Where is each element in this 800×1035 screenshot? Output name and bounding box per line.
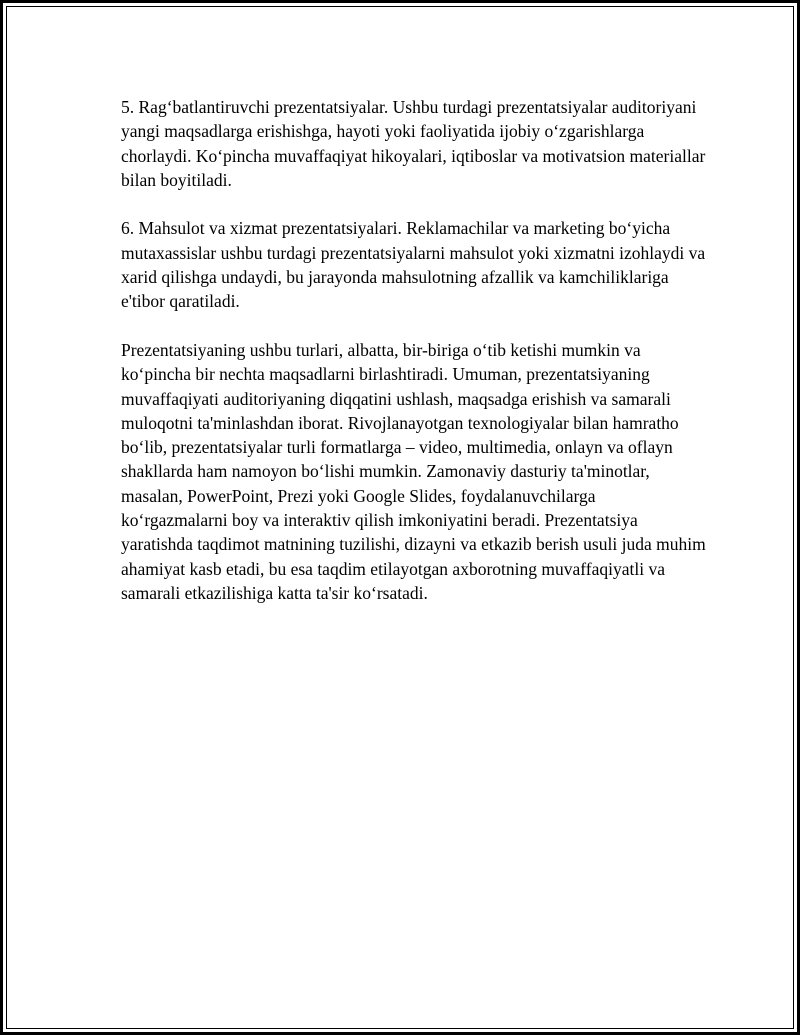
document-body bbox=[121, 95, 706, 630]
paragraph-motivational-presentations: 5. Rag‘batlantiruvchi prezentatsiyalar. Ushbu turdagi prezentatsiyalar auditoriyani yangi maqsadlarga erishishga, hayoti yoki faoliyatida ijobiy o‘zgarishlarga chorlaydi. Ko‘pincha muvaffaqiyat hikoyalari, iqtiboslar va motivatsion materiallar bilan boyitiladi. bbox=[121, 97, 706, 190]
paragraph-product-service-presentations: 6. Mahsulot va xizmat prezentatsiyalari. Reklamachilar va marketing bo‘yicha mutaxassislar ushbu turdagi prezentatsiyalarni mahsulot yoki xizmatni izohlaydi va xarid qilishga undaydi, bu jarayonda mahsulotning afzallik va kamchiliklariga e'tibor qaratiladi. bbox=[121, 218, 706, 312]
paragraph-presentation-summary: Prezentatsiyaning ushbu turlari, albatta, bir-biriga o‘tib ketishi mumkin va ko‘pincha bir nechta maqsadlarni birlashtiradi. Umuman, prezentatsiyaning muvaffaqiyati auditoriyaning diqqatini ushlash, maqsadga erishish va samarali muloqotni ta'minlashdan iborat. Rivojlanayotgan texnologiyalar bilan hamratho bo‘lib, prezentatsiyalar turli formatlarga – video, multimedia, onlayn va oflayn shakllarda ham namoyon bo‘lishi mumkin. Zamonaviy dasturiy ta'minotlar, masalan, PowerPoint, Prezi yoki Google Slides, foydalanuvchilarga ko‘rgazmalarni boy va interaktiv qilish imkoniyatini beradi. Prezentatsiya yaratishda taqdimot matnining tuzilishi, dizayni va etkazib berish usuli juda muhim ahamiyat kasb etadi, bu esa taqdim etilayotgan axborotning muvaffaqiyatli va samarali etkazilishiga katta ta'sir ko‘rsatadi. bbox=[121, 339, 706, 603]
